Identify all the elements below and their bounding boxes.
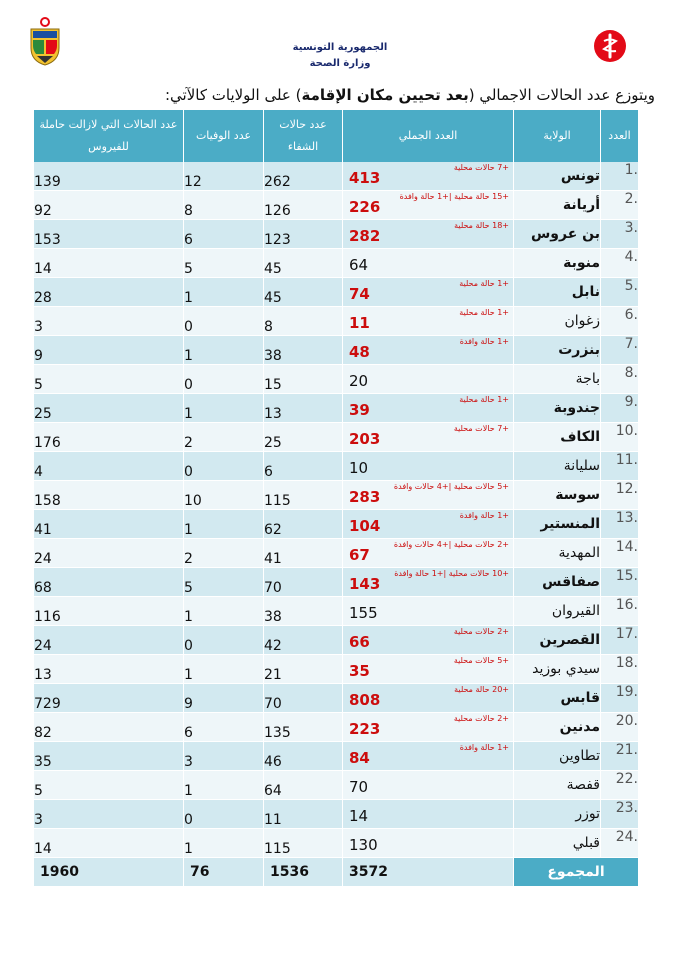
new-cases-note: +1 حالة وافدة <box>459 511 509 520</box>
recovered-count: 46 <box>264 742 343 771</box>
header-deaths: عدد الوفيات <box>184 110 264 162</box>
recovered-count: 25 <box>264 423 343 452</box>
total-cell <box>343 713 514 742</box>
table-row <box>34 336 639 365</box>
total-cell <box>343 829 514 858</box>
intro-before: ويتوزع عدد الحالات الاجمالي ( <box>468 86 655 104</box>
deaths-count: 0 <box>184 307 264 336</box>
total-cases: 64 <box>349 256 369 274</box>
new-cases-note: +5 حالات محلية <box>453 656 509 665</box>
header-recovered: عدد حالات الشفاء <box>264 110 343 162</box>
total-cell <box>343 481 514 510</box>
recovered-count: 126 <box>264 191 343 220</box>
table-row <box>34 162 639 191</box>
republic-title: الجمهورية التونسية <box>292 42 388 53</box>
tunisia-coat-of-arms-icon <box>28 16 62 66</box>
deaths-count: 1 <box>184 771 264 800</box>
row-index: .24 <box>601 829 639 858</box>
row-index: .2 <box>601 191 639 220</box>
total-cell <box>343 220 514 249</box>
row-index: .8 <box>601 365 639 394</box>
deaths-count: 6 <box>184 713 264 742</box>
row-index: .21 <box>601 742 639 771</box>
new-cases-note: +18 حالة محلية <box>454 221 509 230</box>
row-index: .5 <box>601 278 639 307</box>
active-count: 153 <box>34 220 184 249</box>
governorate-name: زغوان <box>514 307 601 336</box>
intro-sentence <box>15 86 655 104</box>
recovered-count: 11 <box>264 800 343 829</box>
new-cases-note: +7 حالات محلية <box>453 424 509 433</box>
total-cases: 223 <box>349 720 381 738</box>
table-row <box>34 278 639 307</box>
table-row <box>34 423 639 452</box>
table-row <box>34 220 639 249</box>
total-cell <box>343 162 514 191</box>
intro-bold: بعد تحيين مكان الإقامة <box>301 86 469 104</box>
total-cell <box>343 800 514 829</box>
table-row <box>34 829 639 858</box>
row-index: .16 <box>601 597 639 626</box>
total-cases: 48 <box>349 343 370 361</box>
table-row <box>34 510 639 539</box>
total-cases: 66 <box>349 633 370 651</box>
total-cell <box>343 423 514 452</box>
new-cases-note: +1 حالة وافدة <box>459 337 509 346</box>
ministry-title: وزارة الصحة <box>309 58 371 69</box>
total-cases: 808 <box>349 691 381 709</box>
table-row <box>34 394 639 423</box>
total-cell <box>343 539 514 568</box>
recovered-count: 38 <box>264 597 343 626</box>
active-count: 9 <box>34 336 184 365</box>
active-count: 729 <box>34 684 184 713</box>
new-cases-note: +20 حالة محلية <box>454 685 509 694</box>
row-index: .10 <box>601 423 639 452</box>
deaths-count: 1 <box>184 829 264 858</box>
deaths-count: 1 <box>184 510 264 539</box>
governorate-name: أريانة <box>514 191 601 220</box>
active-count: 3 <box>34 800 184 829</box>
active-count: 35 <box>34 742 184 771</box>
governorate-name: باجة <box>514 365 601 394</box>
row-index: .3 <box>601 220 639 249</box>
total-cell <box>343 336 514 365</box>
new-cases-note: +2 حالات محلية <box>453 714 509 723</box>
active-count: 14 <box>34 249 184 278</box>
deaths-count: 12 <box>184 162 264 191</box>
recovered-count: 115 <box>264 829 343 858</box>
deaths-count: 0 <box>184 800 264 829</box>
sum-label: المجموع <box>514 858 639 887</box>
active-count: 28 <box>34 278 184 307</box>
total-cases: 10 <box>349 459 369 477</box>
governorate-name: مدنين <box>514 713 601 742</box>
active-count: 116 <box>34 597 184 626</box>
row-index: .1 <box>601 162 639 191</box>
table-row <box>34 568 639 597</box>
recovered-count: 21 <box>264 655 343 684</box>
header-governorate: الولاية <box>514 110 601 162</box>
sum-total: 3572 <box>343 858 514 887</box>
governorate-name: منوبة <box>514 249 601 278</box>
deaths-count: 1 <box>184 394 264 423</box>
active-count: 24 <box>34 539 184 568</box>
recovered-count: 42 <box>264 626 343 655</box>
governorate-name: سيدي بوزيد <box>514 655 601 684</box>
table-row <box>34 742 639 771</box>
governorate-name: صفاقس <box>514 568 601 597</box>
row-index: .7 <box>601 336 639 365</box>
recovered-count: 6 <box>264 452 343 481</box>
row-index: .22 <box>601 771 639 800</box>
total-cell <box>343 771 514 800</box>
recovered-count: 64 <box>264 771 343 800</box>
total-cases: 203 <box>349 430 381 448</box>
row-index: .15 <box>601 568 639 597</box>
table-header-row <box>34 110 639 162</box>
recovered-count: 62 <box>264 510 343 539</box>
total-cases: 70 <box>349 778 369 796</box>
active-count: 82 <box>34 713 184 742</box>
active-count: 4 <box>34 452 184 481</box>
ministry-health-logo-icon <box>593 29 627 63</box>
total-cell <box>343 568 514 597</box>
total-cases: 39 <box>349 401 370 419</box>
deaths-count: 6 <box>184 220 264 249</box>
row-index: .4 <box>601 249 639 278</box>
table-row <box>34 452 639 481</box>
new-cases-note: +2 حالات محلية |+4 حالات وافدة <box>393 540 509 549</box>
recovered-count: 45 <box>264 249 343 278</box>
new-cases-note: +2 حالات محلية <box>453 627 509 636</box>
governorate-name: القصرين <box>514 626 601 655</box>
row-index: .13 <box>601 510 639 539</box>
governorate-name: بن عروس <box>514 220 601 249</box>
total-cases: 283 <box>349 488 381 506</box>
total-cases: 74 <box>349 285 370 303</box>
total-cases: 130 <box>349 836 378 854</box>
new-cases-note: +1 حالة وافدة <box>459 743 509 752</box>
deaths-count: 0 <box>184 626 264 655</box>
total-cases: 143 <box>349 575 381 593</box>
new-cases-note: +1 حالة محلية <box>459 308 509 317</box>
cases-table <box>33 110 639 886</box>
deaths-count: 3 <box>184 742 264 771</box>
governorate-name: سوسة <box>514 481 601 510</box>
row-index: .11 <box>601 452 639 481</box>
table-row <box>34 597 639 626</box>
total-cell <box>343 278 514 307</box>
total-cases: 14 <box>349 807 369 825</box>
row-index: .23 <box>601 800 639 829</box>
active-count: 14 <box>34 829 184 858</box>
deaths-count: 9 <box>184 684 264 713</box>
total-cell <box>343 597 514 626</box>
recovered-count: 262 <box>264 162 343 191</box>
recovered-count: 13 <box>264 394 343 423</box>
governorate-name: قابس <box>514 684 601 713</box>
active-count: 25 <box>34 394 184 423</box>
row-index: .20 <box>601 713 639 742</box>
new-cases-note: +1 حالة محلية <box>459 279 509 288</box>
active-count: 139 <box>34 162 184 191</box>
total-cell <box>343 249 514 278</box>
recovered-count: 135 <box>264 713 343 742</box>
governorate-name: القيروان <box>514 597 601 626</box>
governorate-name: قبلي <box>514 829 601 858</box>
total-cell <box>343 191 514 220</box>
recovered-count: 123 <box>264 220 343 249</box>
sum-deaths: 76 <box>184 858 264 887</box>
governorate-name: المنستير <box>514 510 601 539</box>
recovered-count: 15 <box>264 365 343 394</box>
deaths-count: 8 <box>184 191 264 220</box>
governorate-name: تطاوين <box>514 742 601 771</box>
total-cell <box>343 452 514 481</box>
total-cases: 20 <box>349 372 369 390</box>
active-count: 5 <box>34 771 184 800</box>
governorate-name: المهدية <box>514 539 601 568</box>
total-cases: 226 <box>349 198 381 216</box>
table-row <box>34 307 639 336</box>
total-cases: 282 <box>349 227 381 245</box>
total-cell <box>343 365 514 394</box>
recovered-count: 8 <box>264 307 343 336</box>
row-index: .12 <box>601 481 639 510</box>
sum-active: 1960 <box>34 858 184 887</box>
recovered-count: 45 <box>264 278 343 307</box>
table-row <box>34 713 639 742</box>
header-index: العدد <box>601 110 639 162</box>
table-row <box>34 626 639 655</box>
total-cases: 155 <box>349 604 378 622</box>
active-count: 158 <box>34 481 184 510</box>
total-cases: 413 <box>349 169 381 187</box>
active-count: 92 <box>34 191 184 220</box>
recovered-count: 70 <box>264 568 343 597</box>
table-row <box>34 800 639 829</box>
row-index: .14 <box>601 539 639 568</box>
sum-recovered: 1536 <box>264 858 343 887</box>
total-cases: 104 <box>349 517 381 535</box>
page-header <box>0 0 679 92</box>
table-row <box>34 249 639 278</box>
governorate-name: الكاف <box>514 423 601 452</box>
deaths-count: 5 <box>184 249 264 278</box>
deaths-count: 10 <box>184 481 264 510</box>
total-cell <box>343 655 514 684</box>
new-cases-note: +10 حالات محلية |+1 حالة وافدة <box>394 569 509 578</box>
sum-row <box>34 858 639 887</box>
recovered-count: 115 <box>264 481 343 510</box>
table-row <box>34 365 639 394</box>
total-cell <box>343 684 514 713</box>
new-cases-note: +15 حالة محلية |+1 حالة وافدة <box>399 192 509 201</box>
governorate-name: تونس <box>514 162 601 191</box>
deaths-count: 2 <box>184 539 264 568</box>
row-index: .9 <box>601 394 639 423</box>
total-cases: 35 <box>349 662 370 680</box>
recovered-count: 38 <box>264 336 343 365</box>
recovered-count: 70 <box>264 684 343 713</box>
governorate-name: سليانة <box>514 452 601 481</box>
table-row <box>34 655 639 684</box>
new-cases-note: +7 حالات محلية <box>453 163 509 172</box>
new-cases-note: +1 حالة محلية <box>459 395 509 404</box>
row-index: .17 <box>601 626 639 655</box>
table-row <box>34 771 639 800</box>
row-index: .19 <box>601 684 639 713</box>
total-cell <box>343 307 514 336</box>
total-cell <box>343 742 514 771</box>
table-row <box>34 191 639 220</box>
deaths-count: 5 <box>184 568 264 597</box>
governorate-name: قفصة <box>514 771 601 800</box>
active-count: 176 <box>34 423 184 452</box>
table-row <box>34 684 639 713</box>
intro-after: ) على الولايات كالآتي: <box>165 86 302 104</box>
deaths-count: 1 <box>184 336 264 365</box>
deaths-count: 0 <box>184 452 264 481</box>
deaths-count: 0 <box>184 365 264 394</box>
row-index: .18 <box>601 655 639 684</box>
active-count: 68 <box>34 568 184 597</box>
governorate-name: نابل <box>514 278 601 307</box>
active-count: 13 <box>34 655 184 684</box>
active-count: 41 <box>34 510 184 539</box>
deaths-count: 1 <box>184 278 264 307</box>
table-row <box>34 539 639 568</box>
deaths-count: 1 <box>184 655 264 684</box>
deaths-count: 2 <box>184 423 264 452</box>
active-count: 24 <box>34 626 184 655</box>
deaths-count: 1 <box>184 597 264 626</box>
active-count: 3 <box>34 307 184 336</box>
header-total: العدد الجملي <box>343 110 514 162</box>
governorate-name: بنزرت <box>514 336 601 365</box>
governorate-name: جندوبة <box>514 394 601 423</box>
table-row <box>34 481 639 510</box>
total-cell <box>343 394 514 423</box>
total-cases: 84 <box>349 749 370 767</box>
total-cell <box>343 510 514 539</box>
new-cases-note: +5 حالات محلية |+4 حالات وافدة <box>393 482 509 491</box>
governorate-name: توزر <box>514 800 601 829</box>
recovered-count: 41 <box>264 539 343 568</box>
active-count: 5 <box>34 365 184 394</box>
total-cases: 67 <box>349 546 370 564</box>
total-cases: 11 <box>349 314 370 332</box>
row-index: .6 <box>601 307 639 336</box>
total-cell <box>343 626 514 655</box>
header-active: عدد الحالات التي لازالت حاملة للفيروس <box>34 110 184 162</box>
